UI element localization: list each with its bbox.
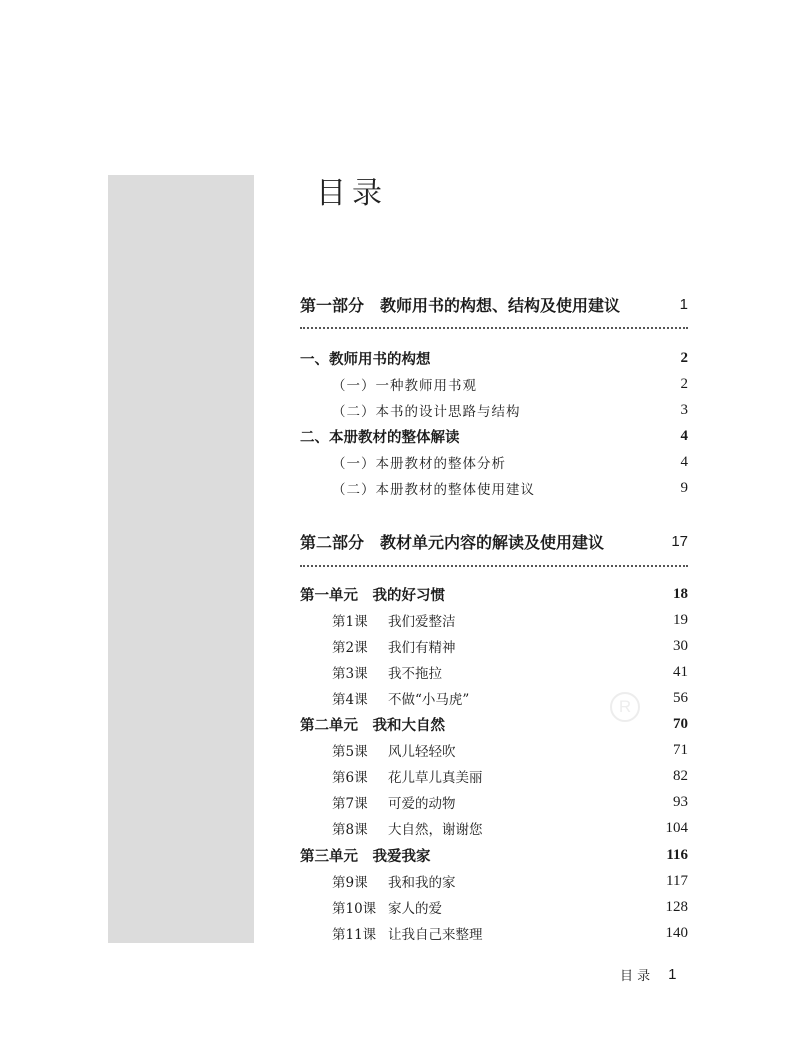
toc-page-number: 116	[666, 846, 688, 863]
toc-lesson[interactable]	[300, 789, 688, 815]
lesson-title: 让我自己来整理	[388, 927, 483, 943]
toc-page-number: 104	[665, 819, 688, 836]
lesson-title: 风儿轻轻吹	[388, 744, 456, 760]
lesson-title: 大自然，谢谢您	[388, 822, 483, 838]
toc-section-label: 一、教师用书的构想	[300, 350, 431, 368]
toc-page-number: 3	[680, 401, 688, 418]
lesson-number: 第9课	[332, 875, 368, 891]
lesson-title: 我不拖拉	[388, 666, 442, 682]
lesson-title: 我和我的家	[388, 875, 456, 891]
toc-subsection-label: （一）一种教师用书观	[332, 378, 477, 394]
toc-subsection-label: （一）本册教材的整体分析	[332, 456, 506, 472]
lesson-number: 第7课	[332, 796, 368, 812]
toc-part-label: 第一部分 教师用书的构想、结构及使用建议	[300, 295, 621, 315]
toc-section[interactable]	[300, 423, 688, 449]
toc-unit-label: 第一单元 我的好习惯	[300, 586, 445, 604]
toc-page-number: 4	[680, 453, 688, 470]
lesson-number: 第8课	[332, 822, 368, 838]
lesson-number: 第1课	[332, 614, 368, 630]
toc-part-1[interactable]	[300, 291, 688, 317]
toc-unit[interactable]	[300, 581, 688, 607]
toc-section-label: 二、本册教材的整体解读	[300, 428, 460, 446]
toc-page-number: 2	[680, 349, 688, 366]
toc-subsection-label: （二）本书的设计思路与结构	[332, 404, 521, 420]
lesson-title: 可爱的动物	[388, 796, 456, 812]
toc-unit[interactable]	[300, 842, 688, 868]
toc-page-number: 82	[673, 767, 688, 784]
toc-unit-label: 第三单元 我爱我家	[300, 847, 431, 865]
page-title: 目录	[316, 176, 388, 211]
lesson-title: 我们有精神	[388, 640, 456, 656]
toc-part-2[interactable]	[300, 528, 688, 554]
toc-page-number: 128	[665, 898, 688, 915]
dotted-divider	[300, 565, 688, 567]
toc-subsection[interactable]	[300, 449, 688, 475]
toc-subsection[interactable]	[300, 475, 688, 501]
lesson-title: 家人的爱	[388, 901, 442, 917]
toc-page-number: 1	[679, 295, 688, 313]
lesson-number: 第2课	[332, 640, 368, 656]
lesson-number: 第11课	[332, 927, 377, 943]
footer-page-number: 1	[668, 966, 677, 983]
side-gray-bar	[108, 175, 254, 943]
toc-page-number: 117	[666, 872, 688, 889]
lesson-number: 第4课	[332, 692, 368, 708]
toc-page-number: 17	[671, 532, 688, 550]
toc-page-number: 140	[665, 924, 688, 941]
toc-lesson[interactable]	[300, 607, 688, 633]
dotted-divider	[300, 327, 688, 329]
toc-unit-label: 第二单元 我和大自然	[300, 716, 445, 734]
toc-page-number: 93	[673, 793, 688, 810]
toc-lesson[interactable]	[300, 763, 688, 789]
toc-page-number: 4	[680, 427, 688, 444]
toc-lesson[interactable]	[300, 894, 688, 920]
toc-lesson[interactable]	[300, 920, 688, 946]
toc-lesson[interactable]	[300, 685, 688, 711]
toc-page-number: 18	[673, 585, 688, 602]
toc-subsection-label: （二）本册教材的整体使用建议	[332, 482, 535, 498]
toc-page-number: 71	[673, 741, 688, 758]
registered-mark: R	[610, 692, 640, 722]
toc-page-number: 19	[673, 611, 688, 628]
toc-page-number: 2	[680, 375, 688, 392]
lesson-title: 我们爱整洁	[388, 614, 456, 630]
toc-lesson[interactable]	[300, 633, 688, 659]
toc-part-label: 第二部分 教材单元内容的解读及使用建议	[300, 532, 605, 552]
toc-lesson[interactable]	[300, 815, 688, 841]
toc-lesson[interactable]	[300, 868, 688, 894]
toc-page-number: 70	[673, 715, 688, 732]
toc-subsection[interactable]	[300, 371, 688, 397]
toc-subsection[interactable]	[300, 397, 688, 423]
toc-page-number: 56	[673, 689, 688, 706]
toc-page-number: 41	[673, 663, 688, 680]
lesson-title: 花儿草儿真美丽	[388, 770, 483, 786]
page-footer	[620, 965, 676, 984]
lesson-title: 不做“小马虎”	[388, 692, 470, 708]
lesson-number: 第5课	[332, 744, 368, 760]
lesson-number: 第3课	[332, 666, 368, 682]
toc-page-number: 9	[680, 479, 688, 496]
toc-section[interactable]	[300, 345, 688, 371]
toc-lesson[interactable]	[300, 659, 688, 685]
toc-page-number: 30	[673, 637, 688, 654]
lesson-number: 第10课	[332, 901, 377, 917]
toc-unit[interactable]	[300, 711, 688, 737]
lesson-number: 第6课	[332, 770, 368, 786]
toc-lesson[interactable]	[300, 737, 688, 763]
footer-label: 目 录	[620, 969, 651, 984]
